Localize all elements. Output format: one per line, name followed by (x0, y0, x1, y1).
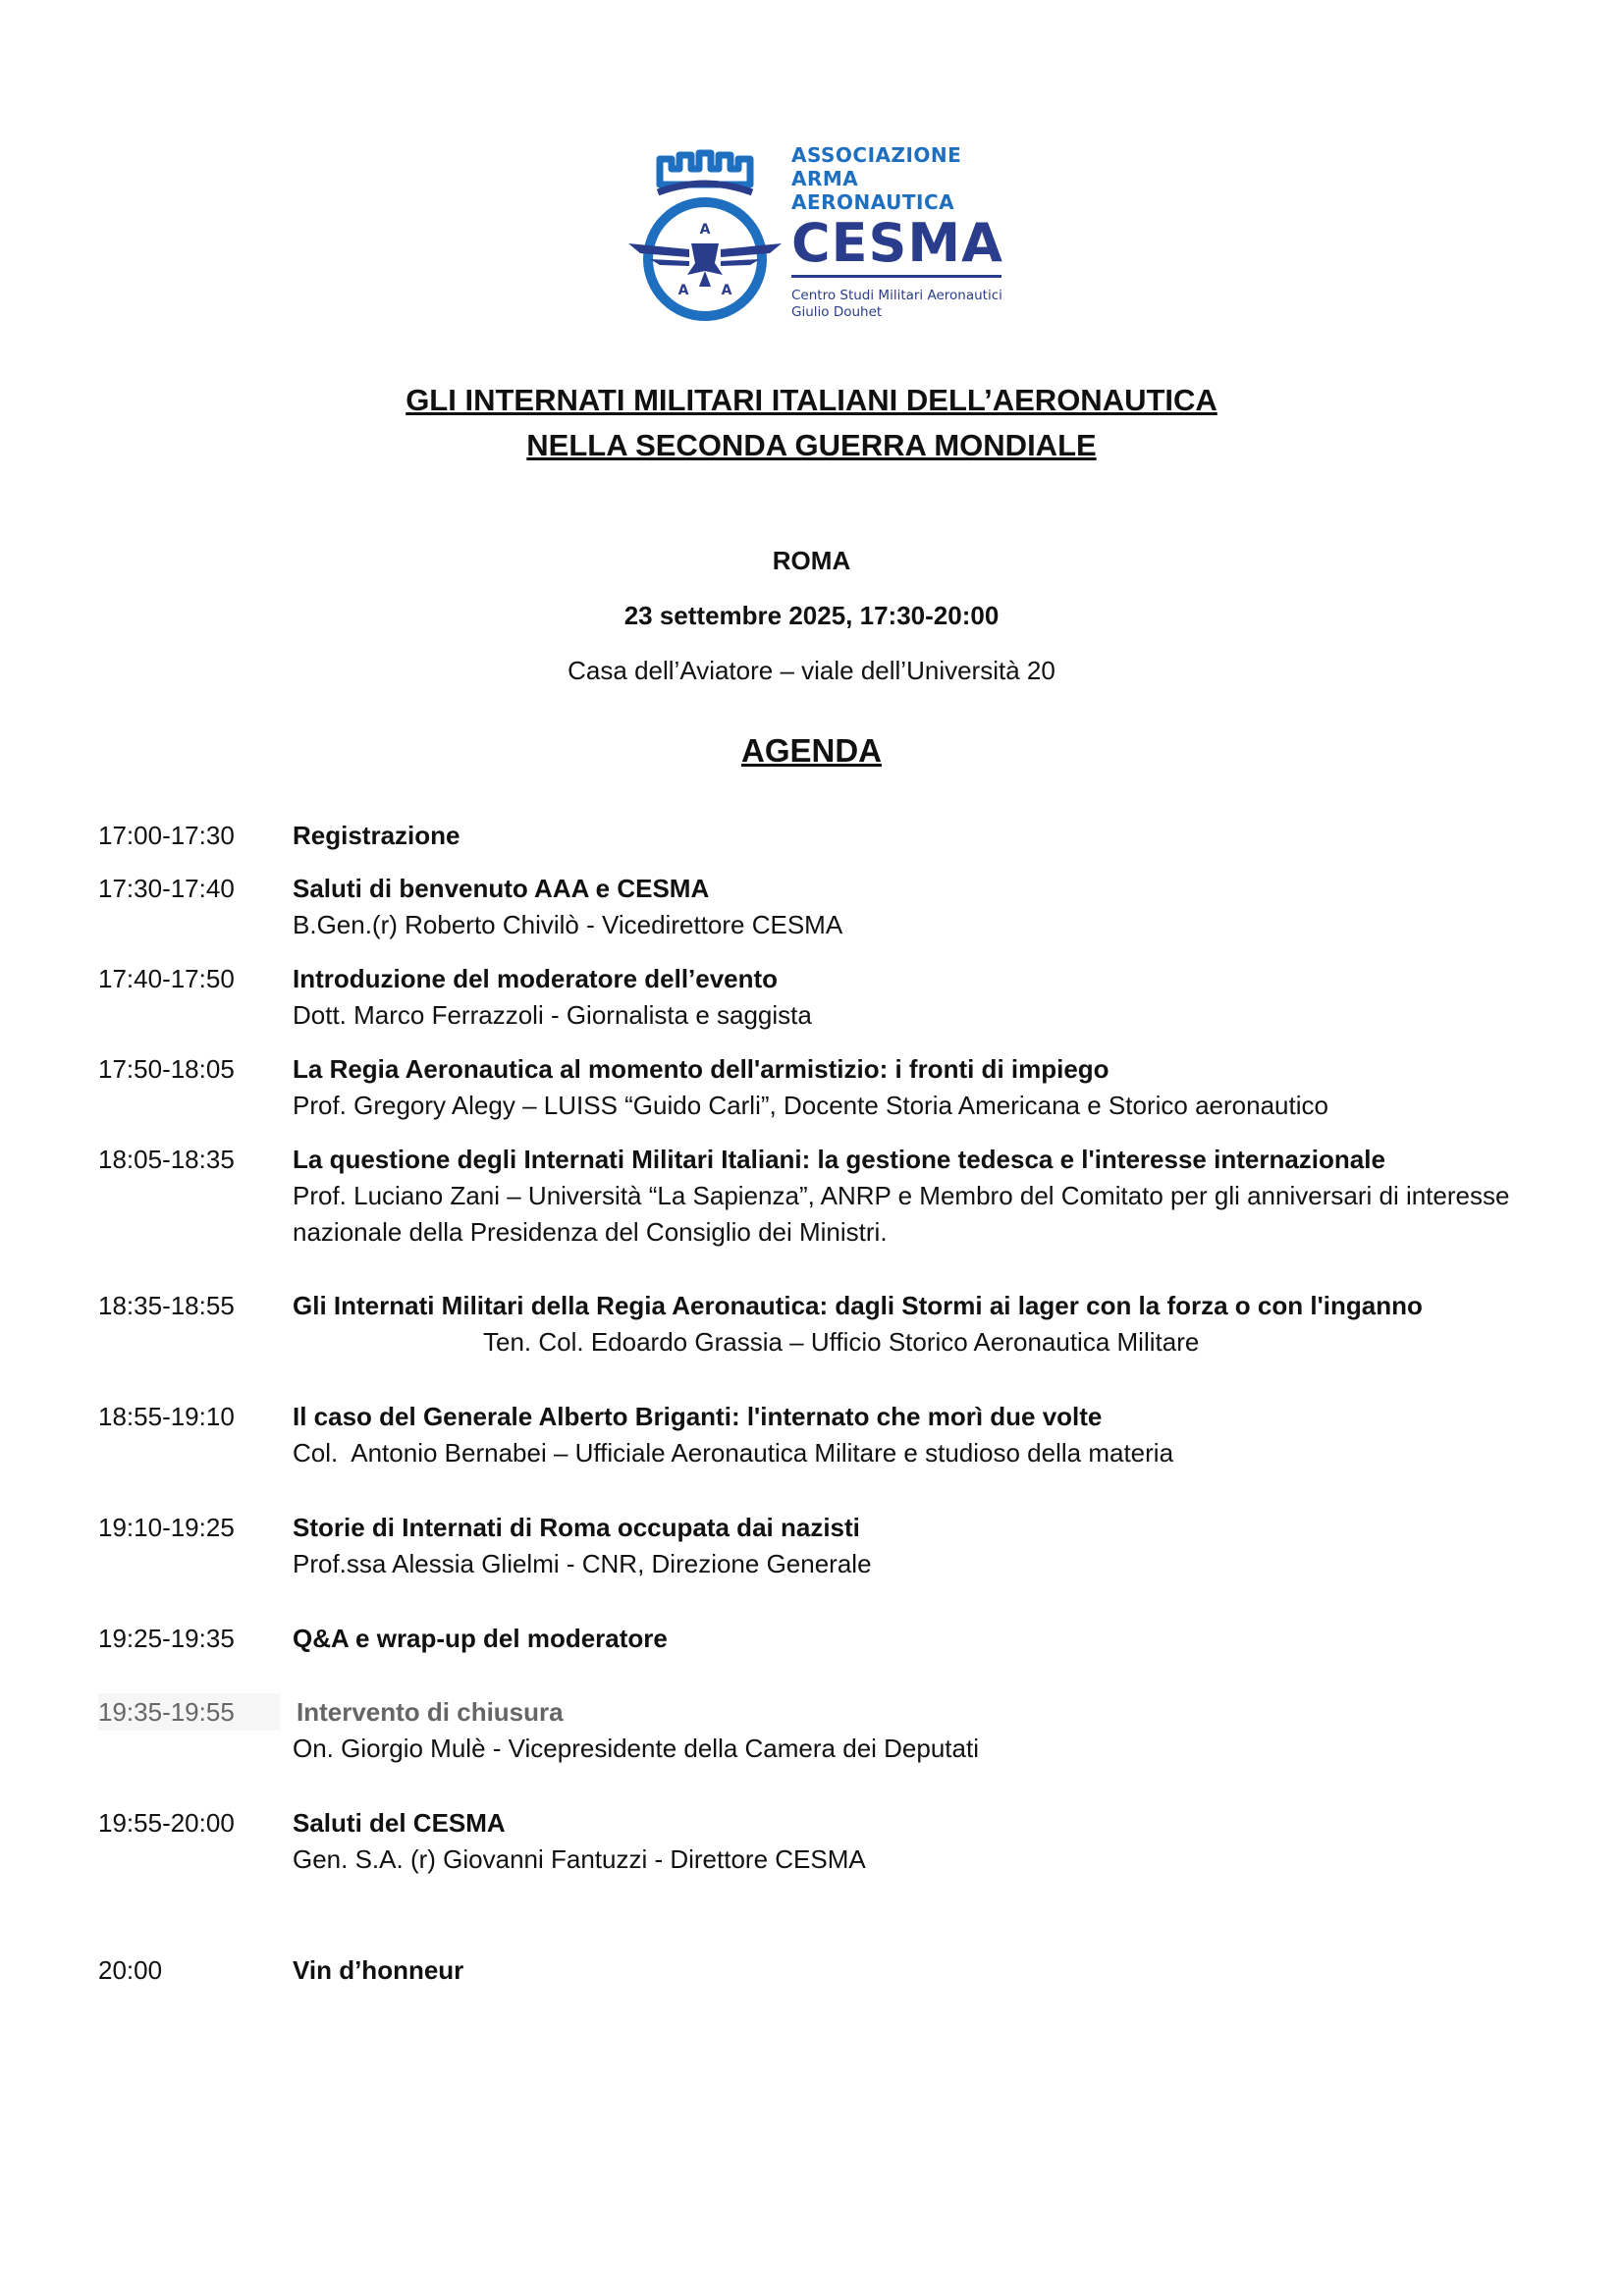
logo-association-line2: ARMA AERONAUTICA (791, 167, 955, 214)
agenda-time: 19:25-19:35 (98, 1624, 235, 1653)
document-title-line2: NELLA SECONDA GUERRA MONDIALE (526, 428, 1097, 462)
agenda-time: 17:40-17:50 (98, 964, 235, 993)
event-date: 23 settembre 2025, 17:30-20:00 (623, 601, 1000, 630)
agenda-time: 19:55-20:00 (98, 1808, 235, 1838)
agenda-heading: AGENDA (740, 732, 882, 769)
agenda-time: 17:30-17:40 (98, 874, 235, 903)
agenda-speaker: On. Giorgio Mulè - Vicepresidente della Camera dei Deputati (293, 1734, 979, 1763)
agenda-speaker: Gen. S.A. (r) Giovanni Fantuzzi - Direttore CESMA (293, 1844, 866, 1874)
logo-association-line1: ASSOCIAZIONE (791, 143, 962, 167)
agenda-speaker: Prof.ssa Alessia Glielmi - CNR, Direzione Generale (293, 1549, 872, 1578)
agenda-topic: Introduzione del moderatore dell’evento (293, 964, 779, 993)
agenda-topic: Storie di Internati di Roma occupata dai nazisti (293, 1513, 860, 1542)
cesma-logo (621, 137, 1013, 324)
agenda-topic: Intervento di chiusura (297, 1697, 564, 1727)
agenda-speaker: B.Gen.(r) Roberto Chivilò - Vicedirettore CESMA (293, 910, 843, 939)
document-title-line1: GLI INTERNATI MILITARI ITALIANI DELL’AERONAUTICA (406, 383, 1217, 417)
agenda-speaker: Ten. Col. Edoardo Grassia – Ufficio Storico Aeronautica Militare (483, 1327, 1200, 1357)
event-city: ROMA (772, 546, 851, 575)
agenda-time: 17:50-18:05 (98, 1054, 235, 1084)
logo-divider (791, 275, 1001, 278)
agenda-time: 20:00 (98, 1955, 163, 1985)
agenda-topic: Q&A e wrap-up del moderatore (293, 1624, 668, 1653)
agenda-speaker: Prof. Gregory Alegy – LUISS “Guido Carli”, Docente Storia Americana e Storico aeronautico (293, 1091, 1328, 1120)
logo-subtitle-line2: Giulio Douhet (791, 304, 883, 320)
agenda-topic: Registrazione (293, 821, 460, 850)
agenda-topic: Gli Internati Militari della Regia Aeronautica: dagli Stormi ai lager con la forza o con l'inganno (293, 1291, 1423, 1320)
emblem-letter-left: A (677, 283, 689, 298)
agenda-topic: Il caso del Generale Alberto Briganti: l'internato che morì due volte (293, 1402, 1103, 1431)
agenda-topic: Saluti di benvenuto AAA e CESMA (293, 874, 710, 903)
logo-cesma-name: CESMA (791, 212, 1003, 274)
agenda-topic: Saluti del CESMA (293, 1808, 506, 1838)
agenda-time: 17:00-17:30 (98, 821, 235, 850)
logo-wordmark (791, 143, 1013, 321)
agenda-topic: Vin d’honneur (293, 1955, 464, 1985)
agenda-time: 18:55-19:10 (98, 1402, 235, 1431)
emblem-letter-top: A (699, 222, 711, 238)
emblem-letter-right: A (721, 283, 732, 298)
agenda-speaker: Col. Antonio Bernabei – Ufficiale Aeronautica Militare e studioso della materia (293, 1438, 1174, 1468)
agenda-time: 18:35-18:55 (98, 1291, 235, 1320)
agenda-time: 18:05-18:35 (98, 1145, 235, 1174)
agenda-speaker: Dott. Marco Ferrazzoli - Giornalista e saggista (293, 1000, 812, 1030)
agenda-topic: La questione degli Internati Militari Italiani: la gestione tedesca e l'interesse internazionale (293, 1145, 1385, 1174)
event-venue: Casa dell’Aviatore – viale dell’Università 20 (568, 656, 1055, 685)
agenda-topic: La Regia Aeronautica al momento dell'armistizio: i fronti di impiego (293, 1054, 1109, 1084)
agenda-speaker: Prof. Luciano Zani – Università “La Sapienza”, ANRP e Membro del Comitato per gli anniversari di interesse nazionale della Presidenza del Consiglio dei Ministri. (293, 1181, 1510, 1247)
emblem-letters (621, 137, 787, 324)
agenda-time: 19:35-19:55 (98, 1693, 280, 1731)
logo-subtitle-line1: Centro Studi Militari Aeronautici (791, 288, 1002, 303)
agenda-time: 19:10-19:25 (98, 1513, 235, 1542)
